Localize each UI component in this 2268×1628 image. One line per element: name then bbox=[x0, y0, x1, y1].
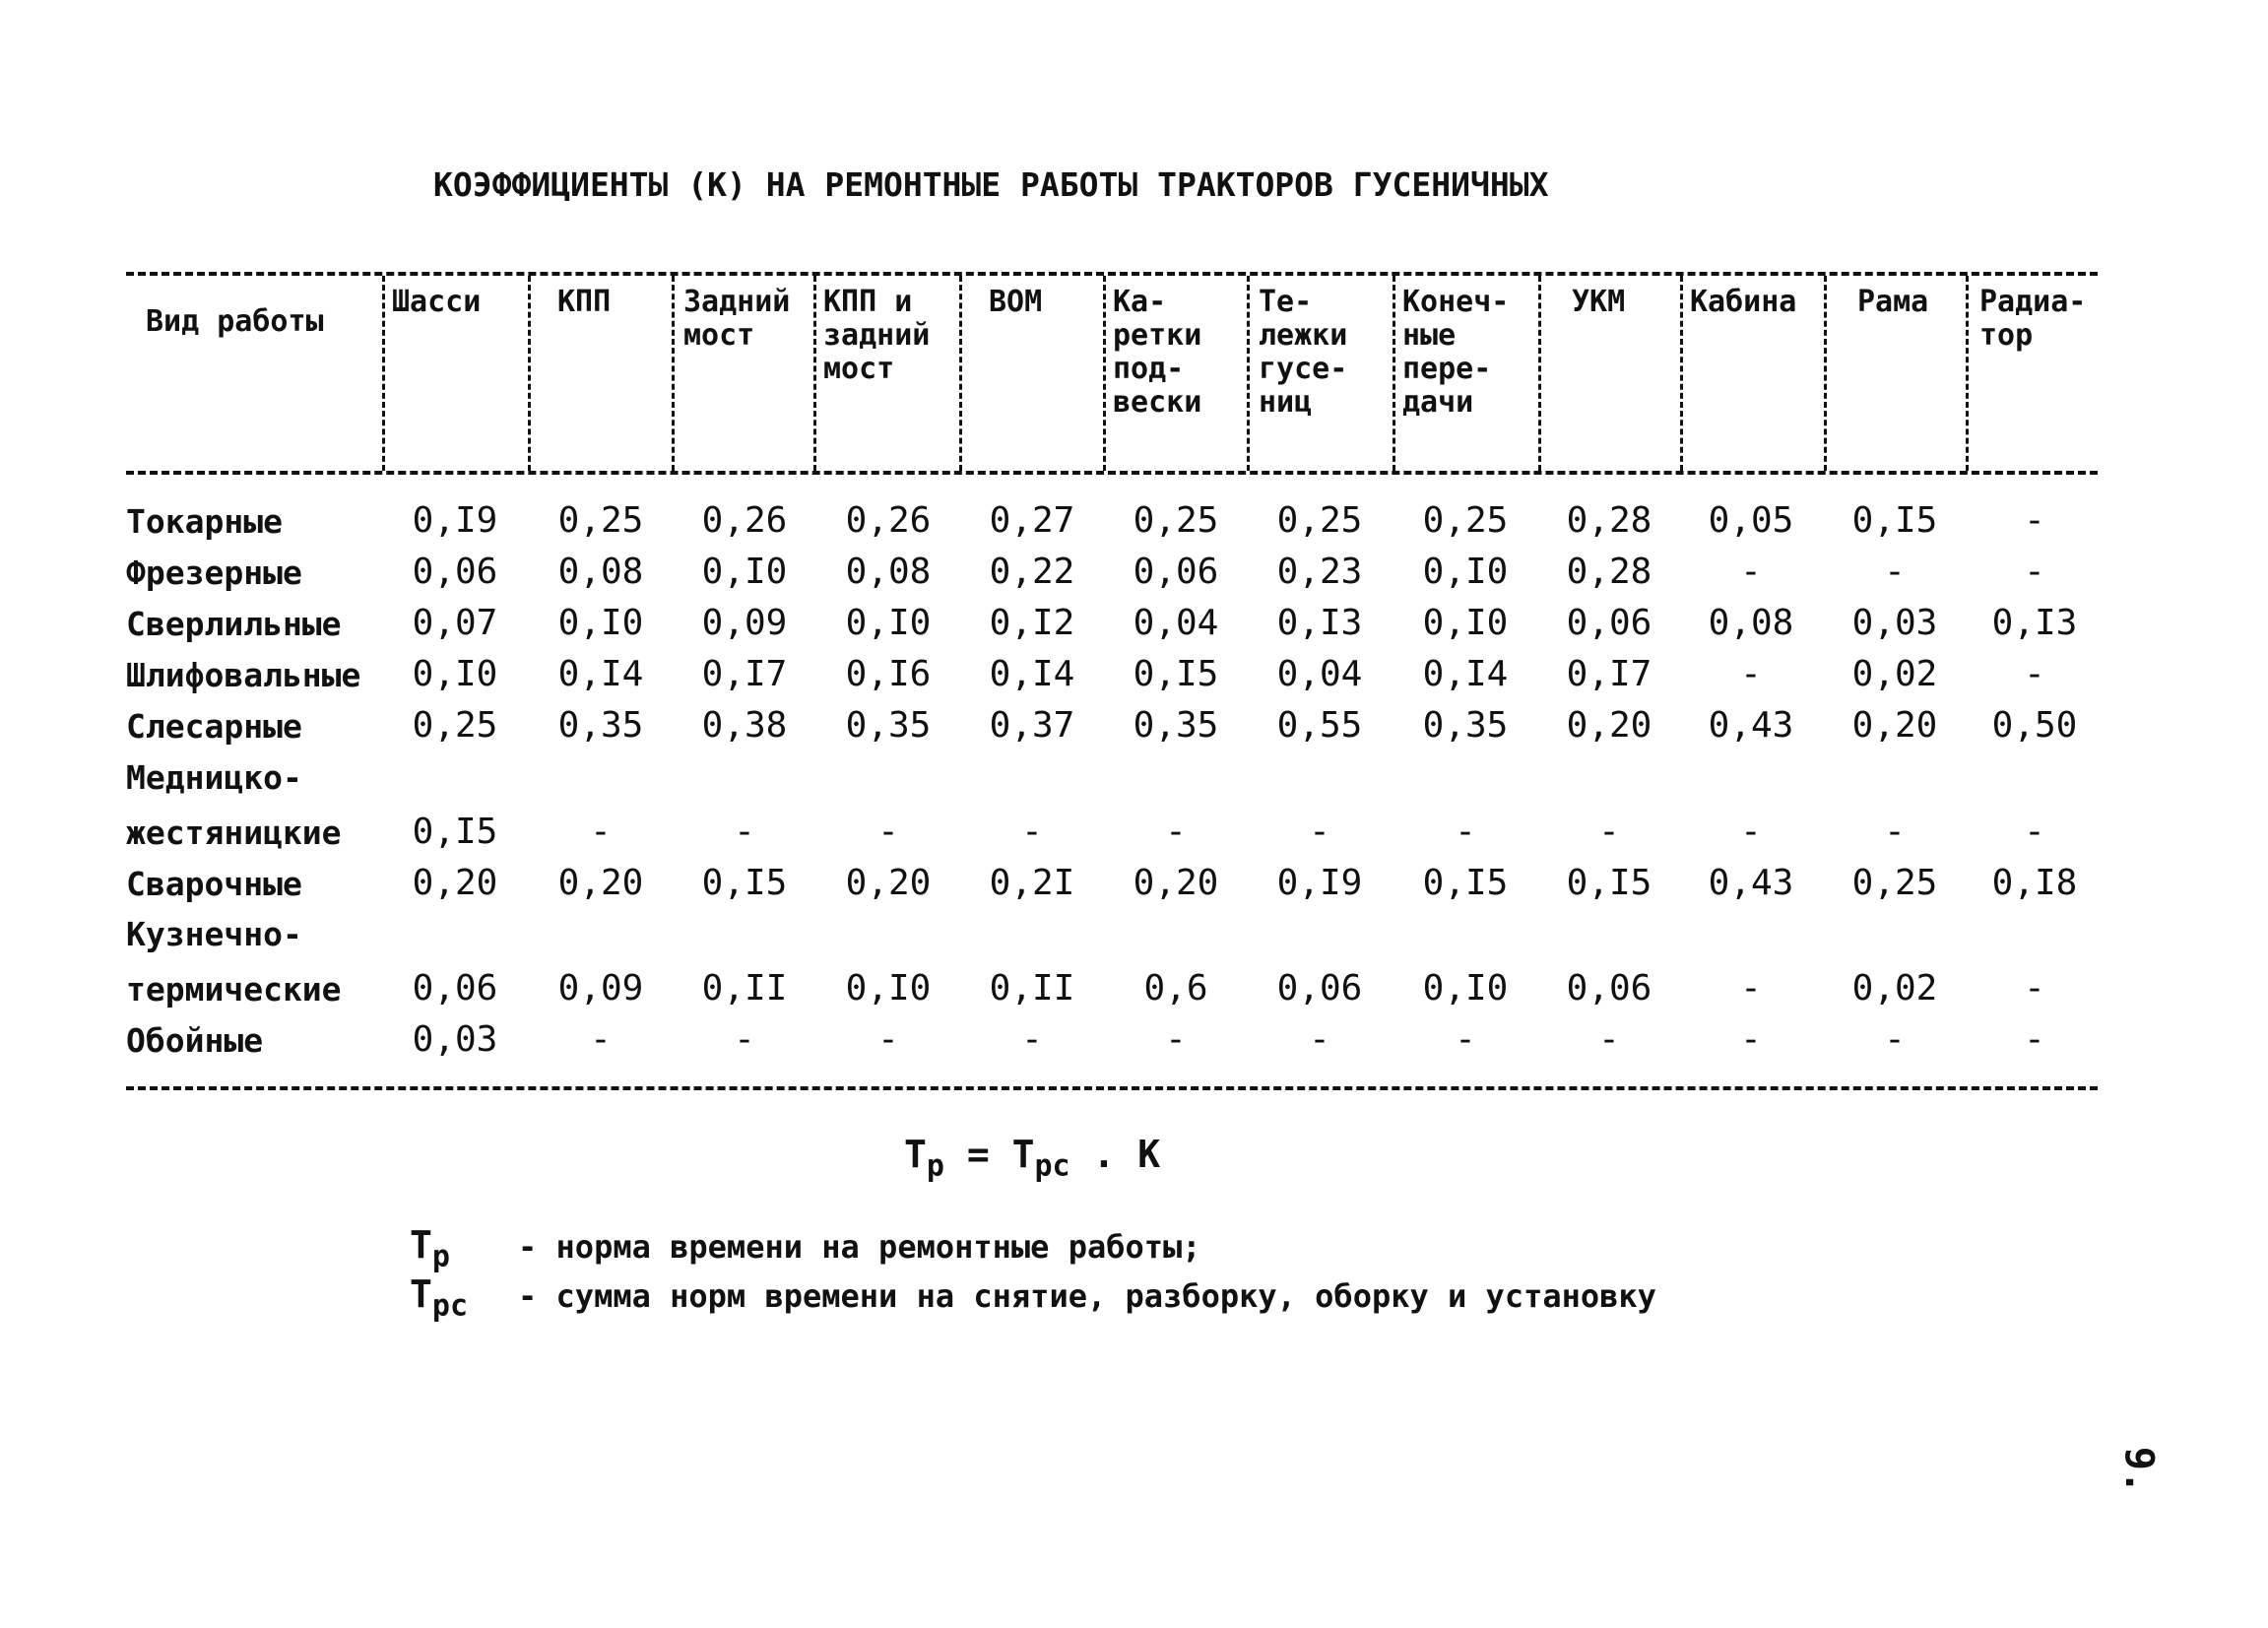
legend-symbol-sub: p bbox=[431, 1239, 450, 1274]
table-cell: 0,43 bbox=[1708, 705, 1794, 746]
header-separator bbox=[1966, 276, 1969, 471]
table-cell: 0,55 bbox=[1276, 705, 1363, 746]
table-cell: - bbox=[590, 1019, 612, 1060]
table-cell: 0,I0 bbox=[1422, 603, 1509, 643]
table-cell: 0,06 bbox=[1566, 603, 1652, 643]
table-cell: - bbox=[1455, 812, 1476, 852]
table-cell: 0,I3 bbox=[1276, 603, 1363, 643]
row-label-continuation: термические bbox=[126, 970, 342, 1009]
table-cell: 0,22 bbox=[989, 552, 1075, 592]
table-cell: - bbox=[2024, 968, 2045, 1009]
legend-text: - норма времени на ремонтные работы; bbox=[518, 1228, 1201, 1266]
header-suspension-carriages: Ка- ретки под- вески bbox=[1113, 285, 1202, 420]
table-cell: 0,43 bbox=[1708, 863, 1794, 903]
table-cell: 0,6 bbox=[1143, 968, 1208, 1009]
header-separator bbox=[1393, 276, 1395, 471]
table-cell: - bbox=[734, 1019, 755, 1060]
table-cell: 0,09 bbox=[701, 603, 788, 643]
table-cell: 0,06 bbox=[1566, 968, 1652, 1009]
table-cell: - bbox=[1740, 654, 1762, 694]
header-gearbox-rear-axle: КПП и задний мост bbox=[823, 285, 931, 386]
formula-lhs: T bbox=[904, 1133, 927, 1176]
header-separator bbox=[813, 276, 816, 471]
header-separator bbox=[1538, 276, 1541, 471]
table-cell: 0,I0 bbox=[845, 968, 932, 1009]
table-cell: 0,I0 bbox=[412, 654, 498, 694]
table-cell: - bbox=[877, 812, 899, 852]
table-cell: - bbox=[2024, 552, 2045, 592]
page-number: 9. bbox=[2116, 1446, 2163, 1495]
table-cell: - bbox=[1740, 812, 1762, 852]
table-cell: 0,I5 bbox=[1133, 654, 1219, 694]
table-cell: 0,03 bbox=[1851, 603, 1938, 643]
table-cell: 0,37 bbox=[989, 705, 1075, 746]
table-cell: 0,02 bbox=[1851, 654, 1938, 694]
table-cell: 0,25 bbox=[1851, 863, 1938, 903]
table-cell: 0,I3 bbox=[1991, 603, 2078, 643]
table-cell: 0,06 bbox=[1276, 968, 1363, 1009]
legend-symbol bbox=[410, 1223, 518, 1274]
table-cell: - bbox=[734, 812, 755, 852]
table-cell: 0,20 bbox=[1851, 705, 1938, 746]
header-chassis: Шасси bbox=[392, 285, 482, 319]
table-cell: 0,20 bbox=[412, 863, 498, 903]
table-cell: 0,06 bbox=[412, 552, 498, 592]
table-cell: 0,02 bbox=[1851, 968, 1938, 1009]
table-cell: - bbox=[1884, 1019, 1906, 1060]
header-separator bbox=[528, 276, 531, 471]
table-cell: 0,04 bbox=[1276, 654, 1363, 694]
table-cell: 0,I5 bbox=[1566, 863, 1652, 903]
table-cell: 0,I0 bbox=[701, 552, 788, 592]
table-cell: 0,03 bbox=[412, 1019, 498, 1060]
header-radiator: Радиа- тор bbox=[1979, 285, 2087, 353]
table-cell: - bbox=[2024, 812, 2045, 852]
table-cell: 0,I8 bbox=[1991, 863, 2078, 903]
header-separator bbox=[1247, 276, 1250, 471]
table-cell: 0,04 bbox=[1133, 603, 1219, 643]
table-cell: - bbox=[1165, 1019, 1187, 1060]
row-label: Шлифовальные bbox=[126, 656, 361, 694]
header-gearbox: КПП bbox=[557, 285, 612, 319]
table-cell: 0,I4 bbox=[1422, 654, 1509, 694]
header-separator bbox=[1680, 276, 1683, 471]
legend-symbol-sub: pc bbox=[431, 1288, 469, 1324]
table-cell: 0,I7 bbox=[1566, 654, 1652, 694]
table-cell: 0,26 bbox=[845, 500, 932, 541]
table-cell: 0,20 bbox=[557, 863, 644, 903]
table-cell: - bbox=[1021, 812, 1043, 852]
legend-item bbox=[410, 1272, 1656, 1324]
table-cell: 0,06 bbox=[412, 968, 498, 1009]
table-cell: - bbox=[877, 1019, 899, 1060]
table-cell: 0,2I bbox=[989, 863, 1075, 903]
table-cell: 0,I9 bbox=[412, 500, 498, 541]
formula bbox=[904, 1133, 1160, 1184]
header-pto: ВОМ bbox=[989, 285, 1043, 319]
table-cell: 0,08 bbox=[845, 552, 932, 592]
table-cell: 0,II bbox=[989, 968, 1075, 1009]
formula-equals: = bbox=[943, 1133, 1012, 1176]
header-ukm: УКМ bbox=[1572, 285, 1626, 319]
table-cell: 0,28 bbox=[1566, 552, 1652, 592]
table-cell: 0,25 bbox=[412, 705, 498, 746]
row-label-continuation: жестяницкие bbox=[126, 814, 342, 852]
table-cell: - bbox=[2024, 654, 2045, 694]
table-cell: 0,I0 bbox=[1422, 968, 1509, 1009]
table-cell: - bbox=[1598, 1019, 1620, 1060]
legend-symbol-letter: T bbox=[410, 1272, 432, 1316]
table-cell: 0,I2 bbox=[989, 603, 1075, 643]
table-cell: - bbox=[1884, 552, 1906, 592]
header-frame: Рама bbox=[1857, 285, 1929, 319]
table-cell: 0,I4 bbox=[557, 654, 644, 694]
table-cell: 0,25 bbox=[1133, 500, 1219, 541]
row-label: Кузнечно- bbox=[126, 915, 302, 953]
table-cell: - bbox=[1309, 812, 1330, 852]
table-top-rule bbox=[126, 272, 2098, 276]
table-cell: 0,I0 bbox=[1422, 552, 1509, 592]
header-separator bbox=[1103, 276, 1106, 471]
legend-symbol-letter: T bbox=[410, 1223, 432, 1267]
row-label: Сварочные bbox=[126, 865, 302, 903]
row-label: Сверлильные bbox=[126, 605, 342, 643]
table-cell: 0,50 bbox=[1991, 705, 2078, 746]
row-label: Медницко- bbox=[126, 758, 302, 797]
table-cell: 0,25 bbox=[557, 500, 644, 541]
table-cell: - bbox=[2024, 1019, 2045, 1060]
table-cell: 0,I5 bbox=[1851, 500, 1938, 541]
table-cell: - bbox=[1021, 1019, 1043, 1060]
table-cell: - bbox=[1884, 812, 1906, 852]
table-cell: 0,25 bbox=[1422, 500, 1509, 541]
table-cell: - bbox=[1165, 812, 1187, 852]
table-cell: 0,I4 bbox=[989, 654, 1075, 694]
table-cell: - bbox=[1309, 1019, 1330, 1060]
header-rear-axle: Задний мост bbox=[683, 285, 791, 353]
table-cell: 0,I6 bbox=[845, 654, 932, 694]
table-cell: 0,I5 bbox=[1422, 863, 1509, 903]
header-separator bbox=[382, 276, 385, 471]
table-cell: 0,27 bbox=[989, 500, 1075, 541]
legend-symbol bbox=[410, 1272, 518, 1324]
table-cell: 0,II bbox=[701, 968, 788, 1009]
table-cell: 0,I5 bbox=[412, 812, 498, 852]
table-cell: 0,26 bbox=[701, 500, 788, 541]
table-cell: 0,35 bbox=[557, 705, 644, 746]
table-cell: - bbox=[1455, 1019, 1476, 1060]
table-cell: - bbox=[1740, 968, 1762, 1009]
header-separator bbox=[1824, 276, 1827, 471]
formula-rhs-sub: pc bbox=[1034, 1148, 1070, 1184]
table-cell: 0,35 bbox=[1422, 705, 1509, 746]
table-cell: - bbox=[2024, 500, 2045, 541]
formula-lhs-sub: p bbox=[926, 1148, 944, 1184]
header-track-trolleys: Те- лежки гусе- ниц bbox=[1259, 285, 1348, 420]
table-cell: 0,07 bbox=[412, 603, 498, 643]
table-cell: 0,20 bbox=[1566, 705, 1652, 746]
table-cell: 0,28 bbox=[1566, 500, 1652, 541]
table-cell: 0,I0 bbox=[557, 603, 644, 643]
row-label: Токарные bbox=[126, 502, 283, 541]
table-cell: 0,I7 bbox=[701, 654, 788, 694]
table-cell: 0,09 bbox=[557, 968, 644, 1009]
table-cell: 0,06 bbox=[1133, 552, 1219, 592]
header-separator bbox=[672, 276, 675, 471]
table-cell: 0,I0 bbox=[845, 603, 932, 643]
page-title: КОЭФФИЦИЕНТЫ (К) НА РЕМОНТНЫЕ РАБОТЫ ТРАКТОРОВ ГУСЕНИЧНЫХ bbox=[433, 165, 1549, 204]
table-cell: 0,I9 bbox=[1276, 863, 1363, 903]
legend-item bbox=[410, 1223, 1201, 1274]
table-cell: 0,20 bbox=[845, 863, 932, 903]
table-cell: 0,23 bbox=[1276, 552, 1363, 592]
table-cell: 0,I5 bbox=[701, 863, 788, 903]
header-separator bbox=[959, 276, 962, 471]
table-cell: - bbox=[1740, 1019, 1762, 1060]
header-final-drives: Конеч- ные пере- дачи bbox=[1402, 285, 1510, 420]
table-cell: 0,35 bbox=[845, 705, 932, 746]
table-cell: 0,20 bbox=[1133, 863, 1219, 903]
formula-tail: . К bbox=[1069, 1133, 1161, 1176]
header-cab: Кабина bbox=[1690, 285, 1797, 319]
table-cell: - bbox=[1740, 552, 1762, 592]
table-cell: 0,08 bbox=[1708, 603, 1794, 643]
row-label: Фрезерные bbox=[126, 554, 302, 592]
table-bottom-rule bbox=[126, 1086, 2098, 1090]
table-header-rule bbox=[126, 471, 2098, 475]
table-cell: - bbox=[590, 812, 612, 852]
table-cell: 0,38 bbox=[701, 705, 788, 746]
row-label: Слесарные bbox=[126, 707, 302, 746]
legend-text: - сумма норм времени на снятие, разборку, оборку и установку bbox=[518, 1277, 1656, 1315]
row-label: Обойные bbox=[126, 1021, 264, 1060]
table-cell: 0,25 bbox=[1276, 500, 1363, 541]
header-work-type: Вид работы bbox=[146, 304, 324, 339]
table-cell: - bbox=[1598, 812, 1620, 852]
table-cell: 0,35 bbox=[1133, 705, 1219, 746]
formula-rhs: T bbox=[1011, 1133, 1035, 1176]
table-cell: 0,08 bbox=[557, 552, 644, 592]
table-cell: 0,05 bbox=[1708, 500, 1794, 541]
